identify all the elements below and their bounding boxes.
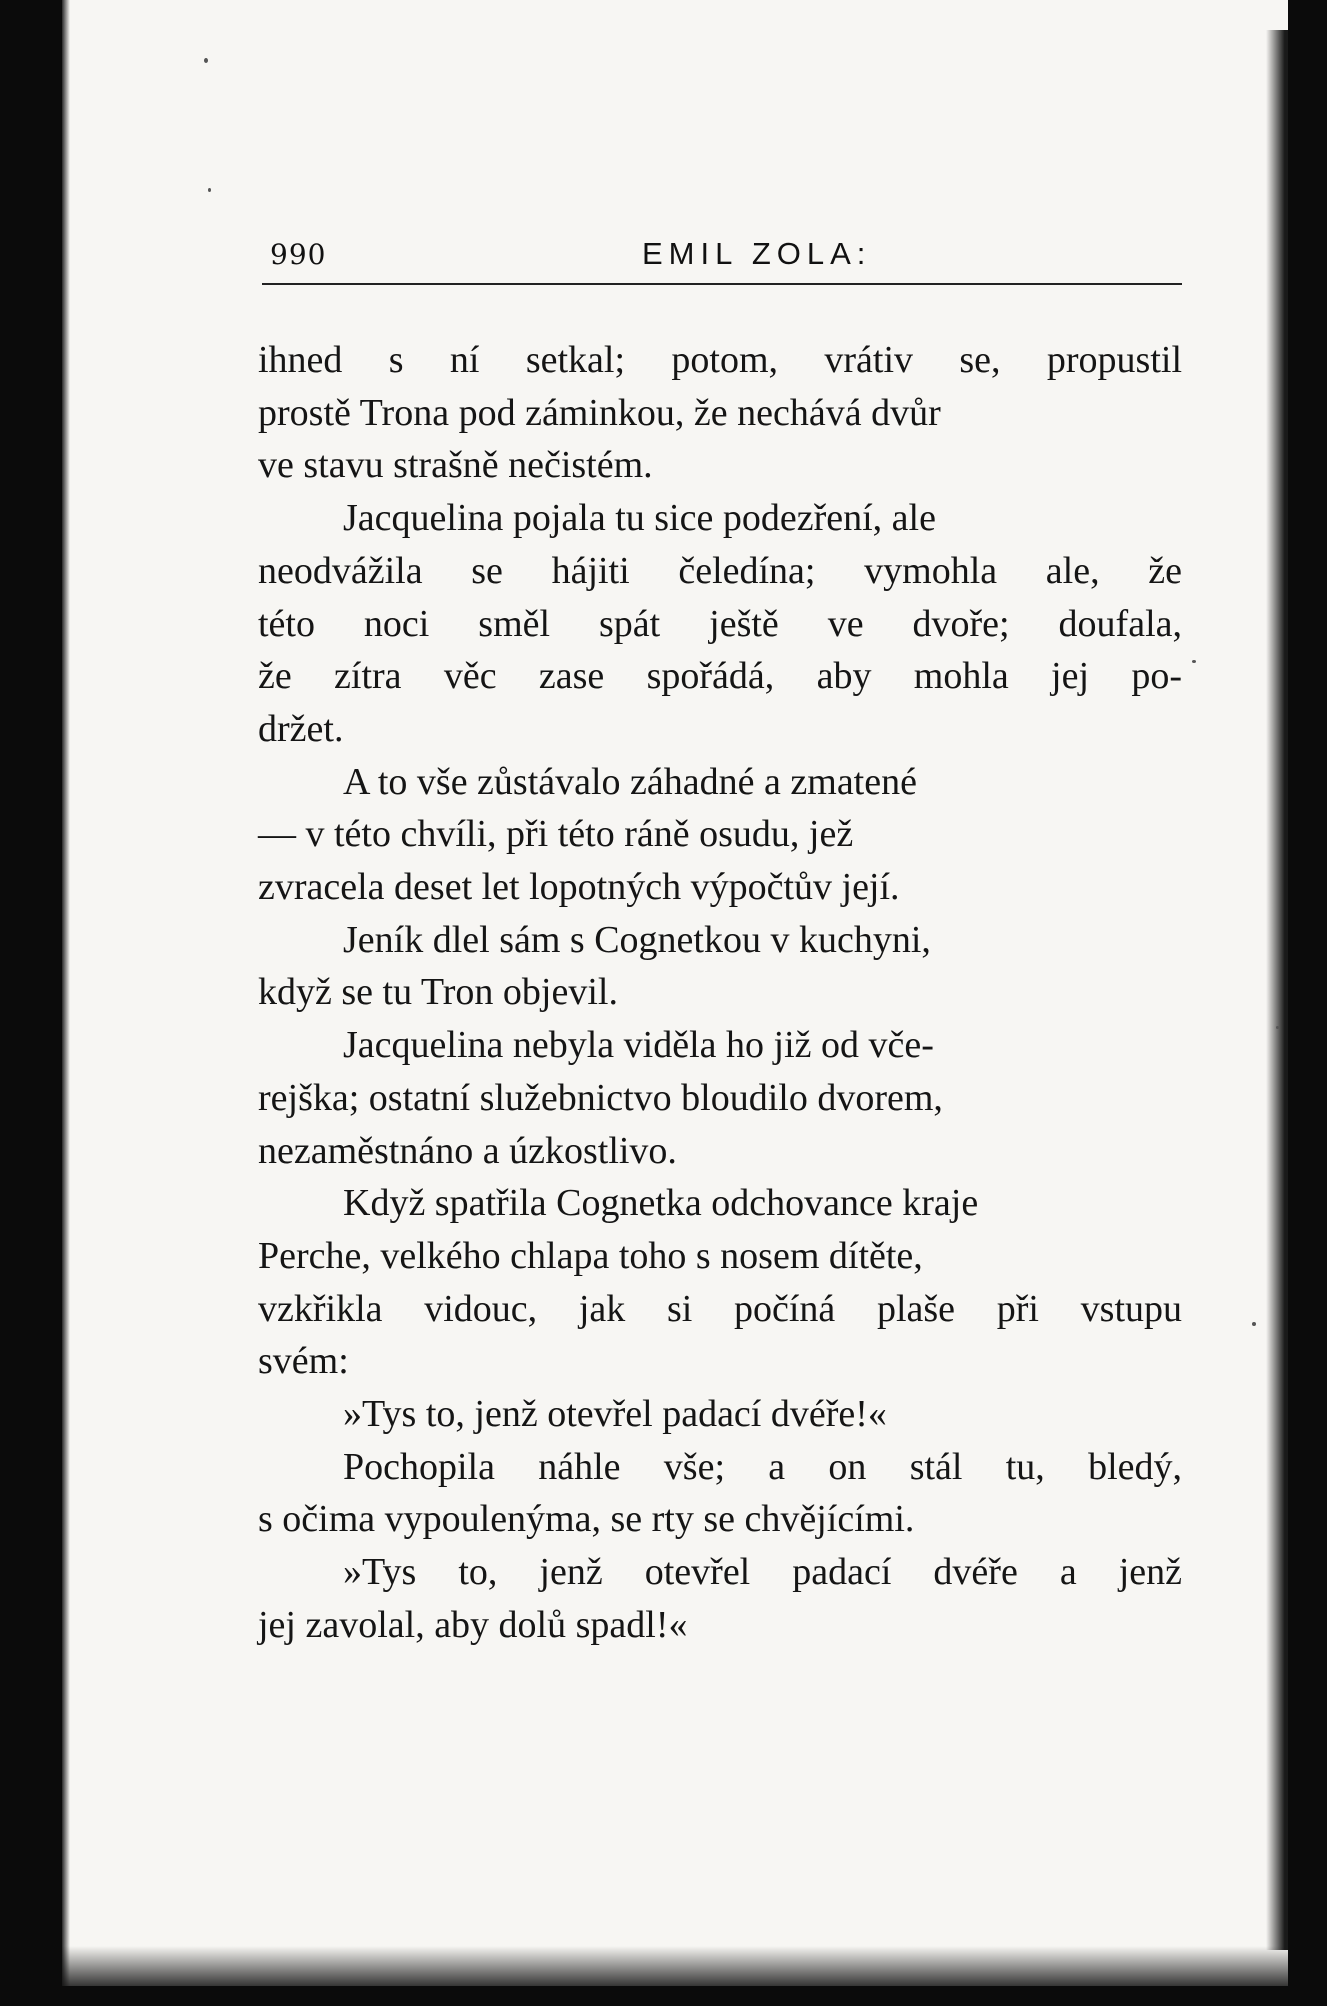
text-line: Jacquelina nebyla viděla ho již od vče-: [343, 1024, 934, 1067]
book-page: [62, 0, 1288, 1986]
page-bottom-shadow: [62, 1946, 1288, 1986]
text-line: ihned s ní setkal; potom, vrátiv se, propustil: [258, 339, 1182, 381]
text-line: Jacquelina pojala tu sice podezření, ale: [343, 497, 936, 540]
text-line: A to vše zůstávalo záhadné a zmatené: [343, 760, 917, 803]
text-line: »Tys to, jenž otevřel padací dvéře a jenž: [343, 1551, 1182, 1594]
text-line: držet.: [258, 707, 344, 750]
text-line: vzkřikla vidouc, jak si počíná plaše při vstupu: [258, 1287, 1182, 1330]
text-line: »Tys to, jenž otevřel padací dvéře!«: [343, 1393, 887, 1436]
text-line: rejška; ostatní služebnictvo bloudilo dvorem,: [258, 1076, 943, 1119]
dust-speck: [1192, 660, 1196, 663]
text-line: když se tu Tron objevil.: [258, 971, 618, 1014]
text-line: svém:: [258, 1340, 349, 1383]
dust-speck: [1252, 1322, 1256, 1326]
text-line: Pochopila náhle vše; a on stál tu, bledý,: [343, 1445, 1182, 1488]
text-line: této noci směl spát ještě ve dvoře; doufala,: [258, 602, 1182, 645]
page-number: 990: [270, 238, 327, 271]
text-line: Jeník dlel sám s Cognetkou v kuchyni,: [343, 918, 931, 961]
text-line: s očima vypoulenýma, se rty se chvějícími.: [258, 1498, 915, 1541]
text-line: prostě Trona pod záminkou, že nechává dvůr: [258, 391, 941, 434]
header-rule: [262, 283, 1182, 285]
text-line: Perche, velkého chlapa toho s nosem dítěte,: [258, 1234, 923, 1277]
body-text: [258, 334, 1182, 1652]
text-line: že zítra věc zase spořádá, aby mohla jej po-: [258, 655, 1182, 698]
text-line: nezaměstnáno a úzkostlivo.: [258, 1129, 677, 1172]
page-edge-shadow-right: [1266, 30, 1288, 1950]
text-line: — v této chvíli, při této ráně osudu, jež: [258, 813, 854, 856]
dust-speck: [208, 188, 211, 192]
text-line: neodvážila se hájiti čeledína; vymohla ale, že: [258, 549, 1182, 592]
dust-speck: [1276, 1026, 1279, 1029]
page-edge-shadow-left: [62, 0, 70, 1986]
text-line: Když spatřila Cognetka odchovance kraje: [343, 1182, 979, 1225]
running-header: [270, 230, 1180, 280]
text-line: zvracela deset let lopotných výpočtův její.: [258, 866, 900, 909]
dust-speck: [204, 58, 208, 63]
text-line: ve stavu strašně nečistém.: [258, 444, 653, 487]
running-title: EMIL ZOLA:: [642, 236, 872, 271]
text-line: jej zavolal, aby dolů spadl!«: [258, 1603, 688, 1646]
